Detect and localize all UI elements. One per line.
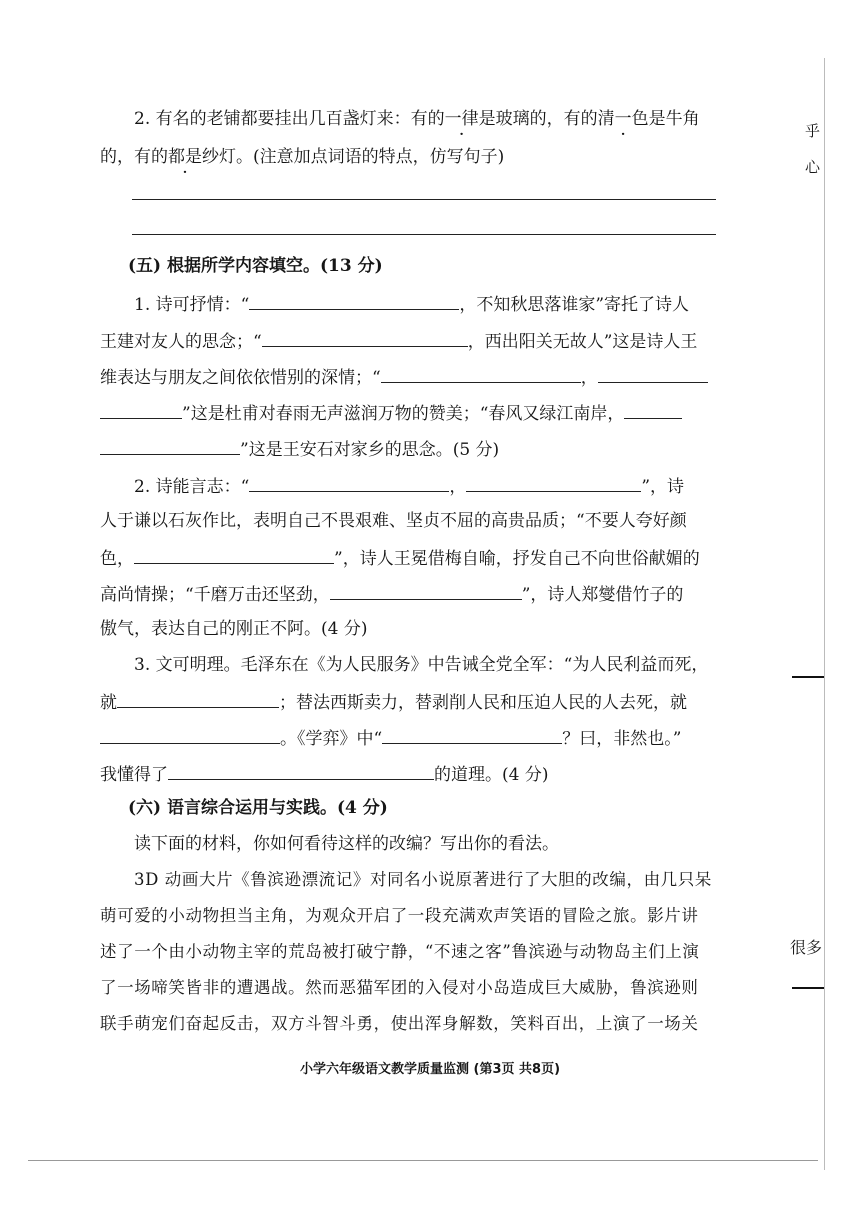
s5-text: ”这是杜甫对春雨无声滋润万物的赞美；“春风又绿江南岸， (182, 404, 625, 424)
section-6-heading: (六) 语言综合运用与实践。(4 分) (128, 798, 388, 818)
s5-text: 维表达与朋友之间依依惜别的深情；“ (100, 368, 381, 388)
margin-line (824, 58, 825, 1170)
s5-p1-line-5 (100, 437, 720, 461)
fill-blank[interactable] (598, 365, 708, 383)
passage-line: 了一场啼笑皆非的遭遇战。然而恶猫军团的入侵对小岛造成巨大威胁，鲁滨逊则 (100, 978, 699, 997)
margin-dash (792, 676, 824, 678)
margin-char: 心 (805, 158, 821, 176)
s5-text: ，不知秋思落谁家”寄托了诗人 (459, 295, 690, 315)
s5-text: ？曰，非然也。” (562, 729, 682, 749)
margin-dash (792, 987, 824, 989)
dotted-word: 清一色 (597, 109, 649, 129)
s5-p2-line-5: 傲气，表达自己的刚正不阿。(4 分) (100, 619, 368, 639)
s5-text: 。《学弈》中“ (280, 729, 383, 749)
fill-blank[interactable] (117, 690, 279, 708)
s5-text: 王建对友人的思念；“ (100, 332, 262, 352)
s5-text: 高尚情操；“千磨万击还坚劲， (100, 585, 330, 605)
s5-text: 的道理。(4 分) (434, 765, 549, 785)
passage-line: 萌可爱的小动物担当主角，为观众开启了一段充满欢声笑语的冒险之旅。影片讲 (100, 906, 699, 925)
s5-p1-line-3 (100, 365, 720, 389)
s5-p2-line-4 (100, 582, 720, 606)
s5-text: ， (449, 477, 467, 497)
q2-text: 的，有的 (100, 147, 168, 167)
s5-text: 1. 诗可抒情：“ (134, 295, 250, 315)
s5-text: ”，诗人郑燮借竹子的 (521, 585, 684, 605)
s6-prompt: 读下面的材料，你如何看待这样的改编？写出你的看法。 (134, 834, 559, 854)
fill-blank[interactable] (382, 726, 562, 744)
section-5-heading: (五) 根据所学内容填空。(13 分) (128, 256, 383, 276)
fill-blank[interactable] (134, 546, 334, 564)
dotted-word: 一律 (444, 109, 479, 129)
s5-p3-line-1: 3. 文可明理。毛泽东在《为人民服务》中告诫全党全军：“为人民利益而死， (134, 655, 709, 675)
fill-blank[interactable] (100, 726, 280, 744)
q2-text: 是玻璃的，有的 (478, 109, 598, 129)
s5-text: ”，诗人王冕借梅自喻，抒发自己不向世俗献媚的 (334, 549, 700, 569)
s5-p3-line-3 (100, 726, 720, 750)
answer-line[interactable] (132, 199, 716, 200)
page-footer: 小学六年级语文教学质量监测 (第3页 共8页) (299, 1062, 561, 1077)
q2-text: 纱灯。(注意加点词语的特点，仿写句子) (202, 147, 505, 167)
s5-text: 我懂得了 (100, 765, 168, 785)
fill-blank[interactable] (624, 401, 682, 419)
s5-text: 2. 诗能言志：“ (134, 477, 250, 497)
s5-p2-line-3 (100, 546, 720, 570)
fill-blank[interactable] (100, 401, 182, 419)
fill-blank[interactable] (466, 474, 641, 492)
q2-line-1 (134, 108, 754, 130)
s5-text: ，西出阳关无故人”这是诗人王 (467, 332, 698, 352)
q2-text: 2. 有名的老铺都要挂出几百盏灯来：有的 (134, 109, 445, 129)
s5-p2-line-1 (134, 474, 754, 498)
s5-text: ， (580, 368, 598, 388)
s5-p3-line-4 (100, 762, 720, 786)
q2-line-2 (100, 146, 720, 168)
s5-p1-line-2 (100, 329, 720, 353)
passage-line: 联手萌宠们奋起反击，双方斗智斗勇，使出浑身解数，笑料百出，上演了一场关 (100, 1014, 699, 1033)
s5-p1-line-1 (134, 292, 754, 316)
fill-blank[interactable] (381, 365, 581, 383)
margin-char: 乎 (805, 122, 821, 140)
passage-line: 3D 动画大片《鲁滨逊漂流记》对同名小说原著进行了大胆的改编，由几只呆 (134, 870, 712, 889)
fill-blank[interactable] (330, 582, 522, 600)
s5-p3-line-2 (100, 690, 720, 714)
fill-blank[interactable] (168, 762, 434, 780)
s5-text: 色， (100, 549, 134, 569)
fill-blank[interactable] (249, 474, 449, 492)
passage-line: 述了一个由小动物主宰的荒岛被打破宁静，“不速之客”鲁滨逊与动物岛主们上演 (100, 942, 700, 961)
s5-p2-line-2: 人于谦以石灰作比，表明自己不畏艰难、坚贞不屈的高贵品质；“不要人夸好颜 (100, 511, 687, 531)
s5-text: 就 (100, 693, 117, 713)
fill-blank[interactable] (262, 329, 468, 347)
q2-text: 是牛角 (648, 109, 700, 129)
fill-blank[interactable] (100, 437, 240, 455)
bottom-border-line (28, 1160, 818, 1161)
answer-line[interactable] (132, 234, 716, 235)
s5-text: ”，诗 (641, 477, 685, 497)
s5-text: ”这是王安石对家乡的思念。(5 分) (240, 440, 500, 460)
margin-word: 很多 (790, 938, 823, 957)
s5-p1-line-4 (100, 401, 720, 425)
fill-blank[interactable] (249, 292, 459, 310)
s5-text: ；替法西斯卖力，替剥削人民和压迫人民的人去死，就 (279, 693, 687, 713)
dotted-word: 都是 (168, 147, 202, 167)
